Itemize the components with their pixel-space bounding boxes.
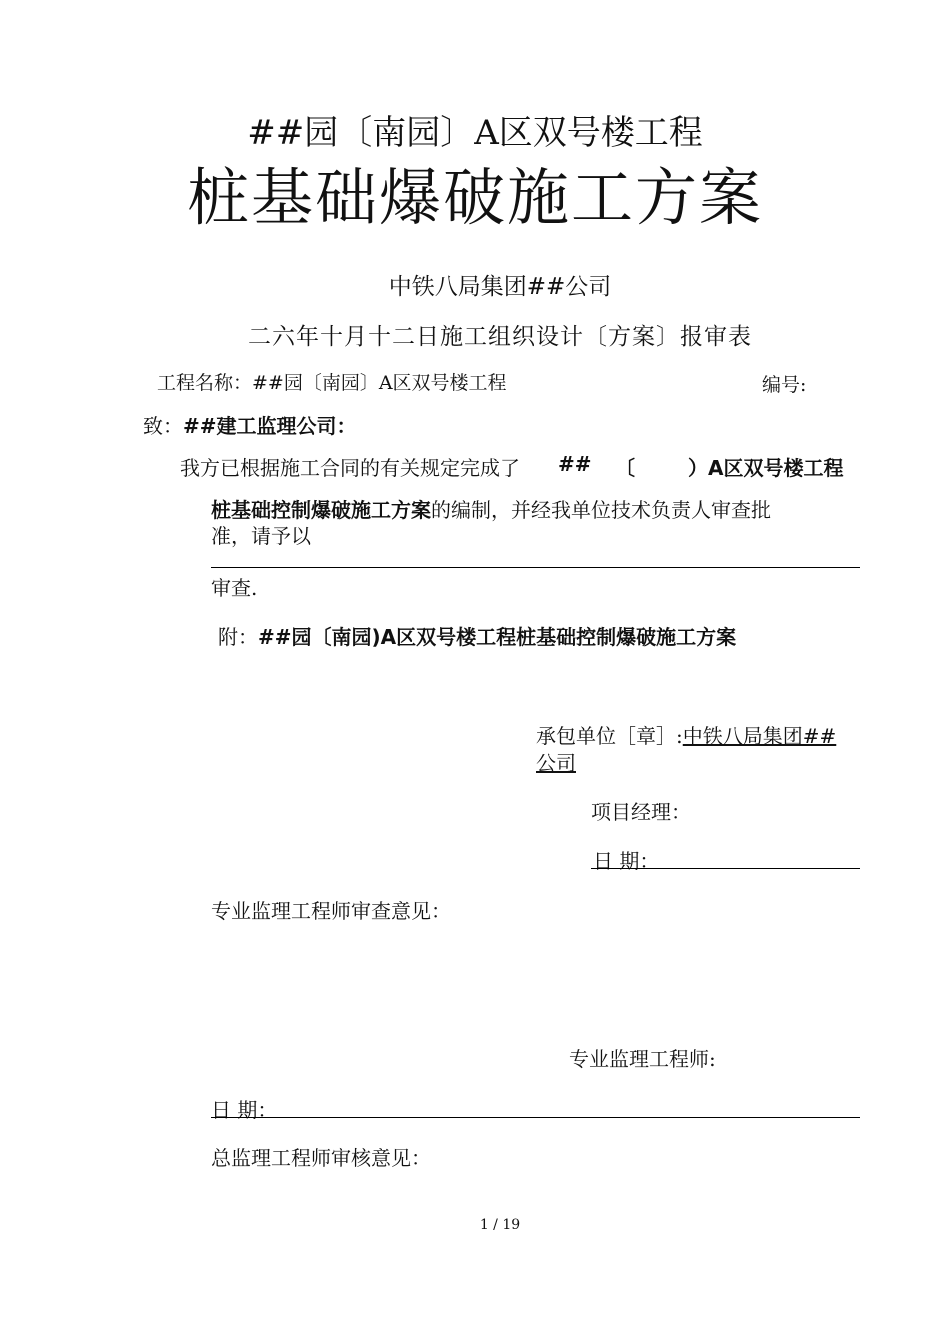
- pm-label: 项目经理：: [591, 800, 691, 824]
- to-value: ##建工监理公司：: [183, 414, 357, 438]
- para-bold1-a: ##: [558, 452, 592, 476]
- to-label: 致：: [143, 414, 183, 438]
- company-name: 中铁八局集团##公司: [388, 274, 612, 300]
- chief-opinion-label: 总监理工程师审核意见：: [211, 1146, 431, 1170]
- attach-label: 附：: [218, 625, 258, 649]
- number-label: 编号:: [762, 374, 807, 396]
- para-bold1-c: ）A区双号楼工程: [688, 456, 844, 480]
- para-bold1-b: 〔: [615, 456, 635, 480]
- contractor-label: 承包单位［章］:: [536, 724, 683, 748]
- para-bold2: 桩基础控制爆破施工方案: [211, 498, 431, 522]
- contractor-line: [536, 720, 836, 749]
- attach-value: ##园〔南园)A区双号楼工程桩基础控制爆破施工方案: [258, 625, 737, 649]
- attachment: [218, 621, 736, 650]
- supervisor-sign-label: 专业监理工程师:: [569, 1047, 716, 1071]
- supervisor-opinion-label: 专业监理工程师审查意见：: [211, 899, 451, 923]
- contractor-value-b: 公司: [536, 751, 576, 775]
- page-number: 1 / 19: [479, 1217, 521, 1233]
- doc-title-line2: 桩基础爆破施工方案: [186, 161, 763, 234]
- date-label-1: 日 期：: [593, 849, 660, 873]
- para-cont: 的编制，并经我单位技术负责人审查批: [431, 498, 771, 522]
- date-label-2: 日 期：: [211, 1098, 278, 1122]
- doc-title-line1: ##园〔南园〕A区双号楼工程: [247, 113, 703, 153]
- project-name-label: 工程名称：##园〔南园〕A区双号楼工程: [157, 372, 507, 394]
- divider-line-1: [211, 567, 860, 568]
- form-title: 二六年十月十二日施工组织设计〔方案〕报审表: [248, 324, 752, 350]
- para-start: 我方已根据施工合同的有关规定完成了: [180, 456, 520, 480]
- contractor-value-a: 中铁八局集团##: [682, 724, 837, 748]
- para-end: 审查.: [211, 576, 258, 600]
- para-line1: [180, 452, 520, 481]
- date-line-1: [591, 868, 860, 869]
- para-line2: [211, 494, 771, 523]
- date-line-2: [211, 1117, 860, 1118]
- addressee: [143, 410, 357, 439]
- para-line3: 准，请予以: [211, 524, 311, 548]
